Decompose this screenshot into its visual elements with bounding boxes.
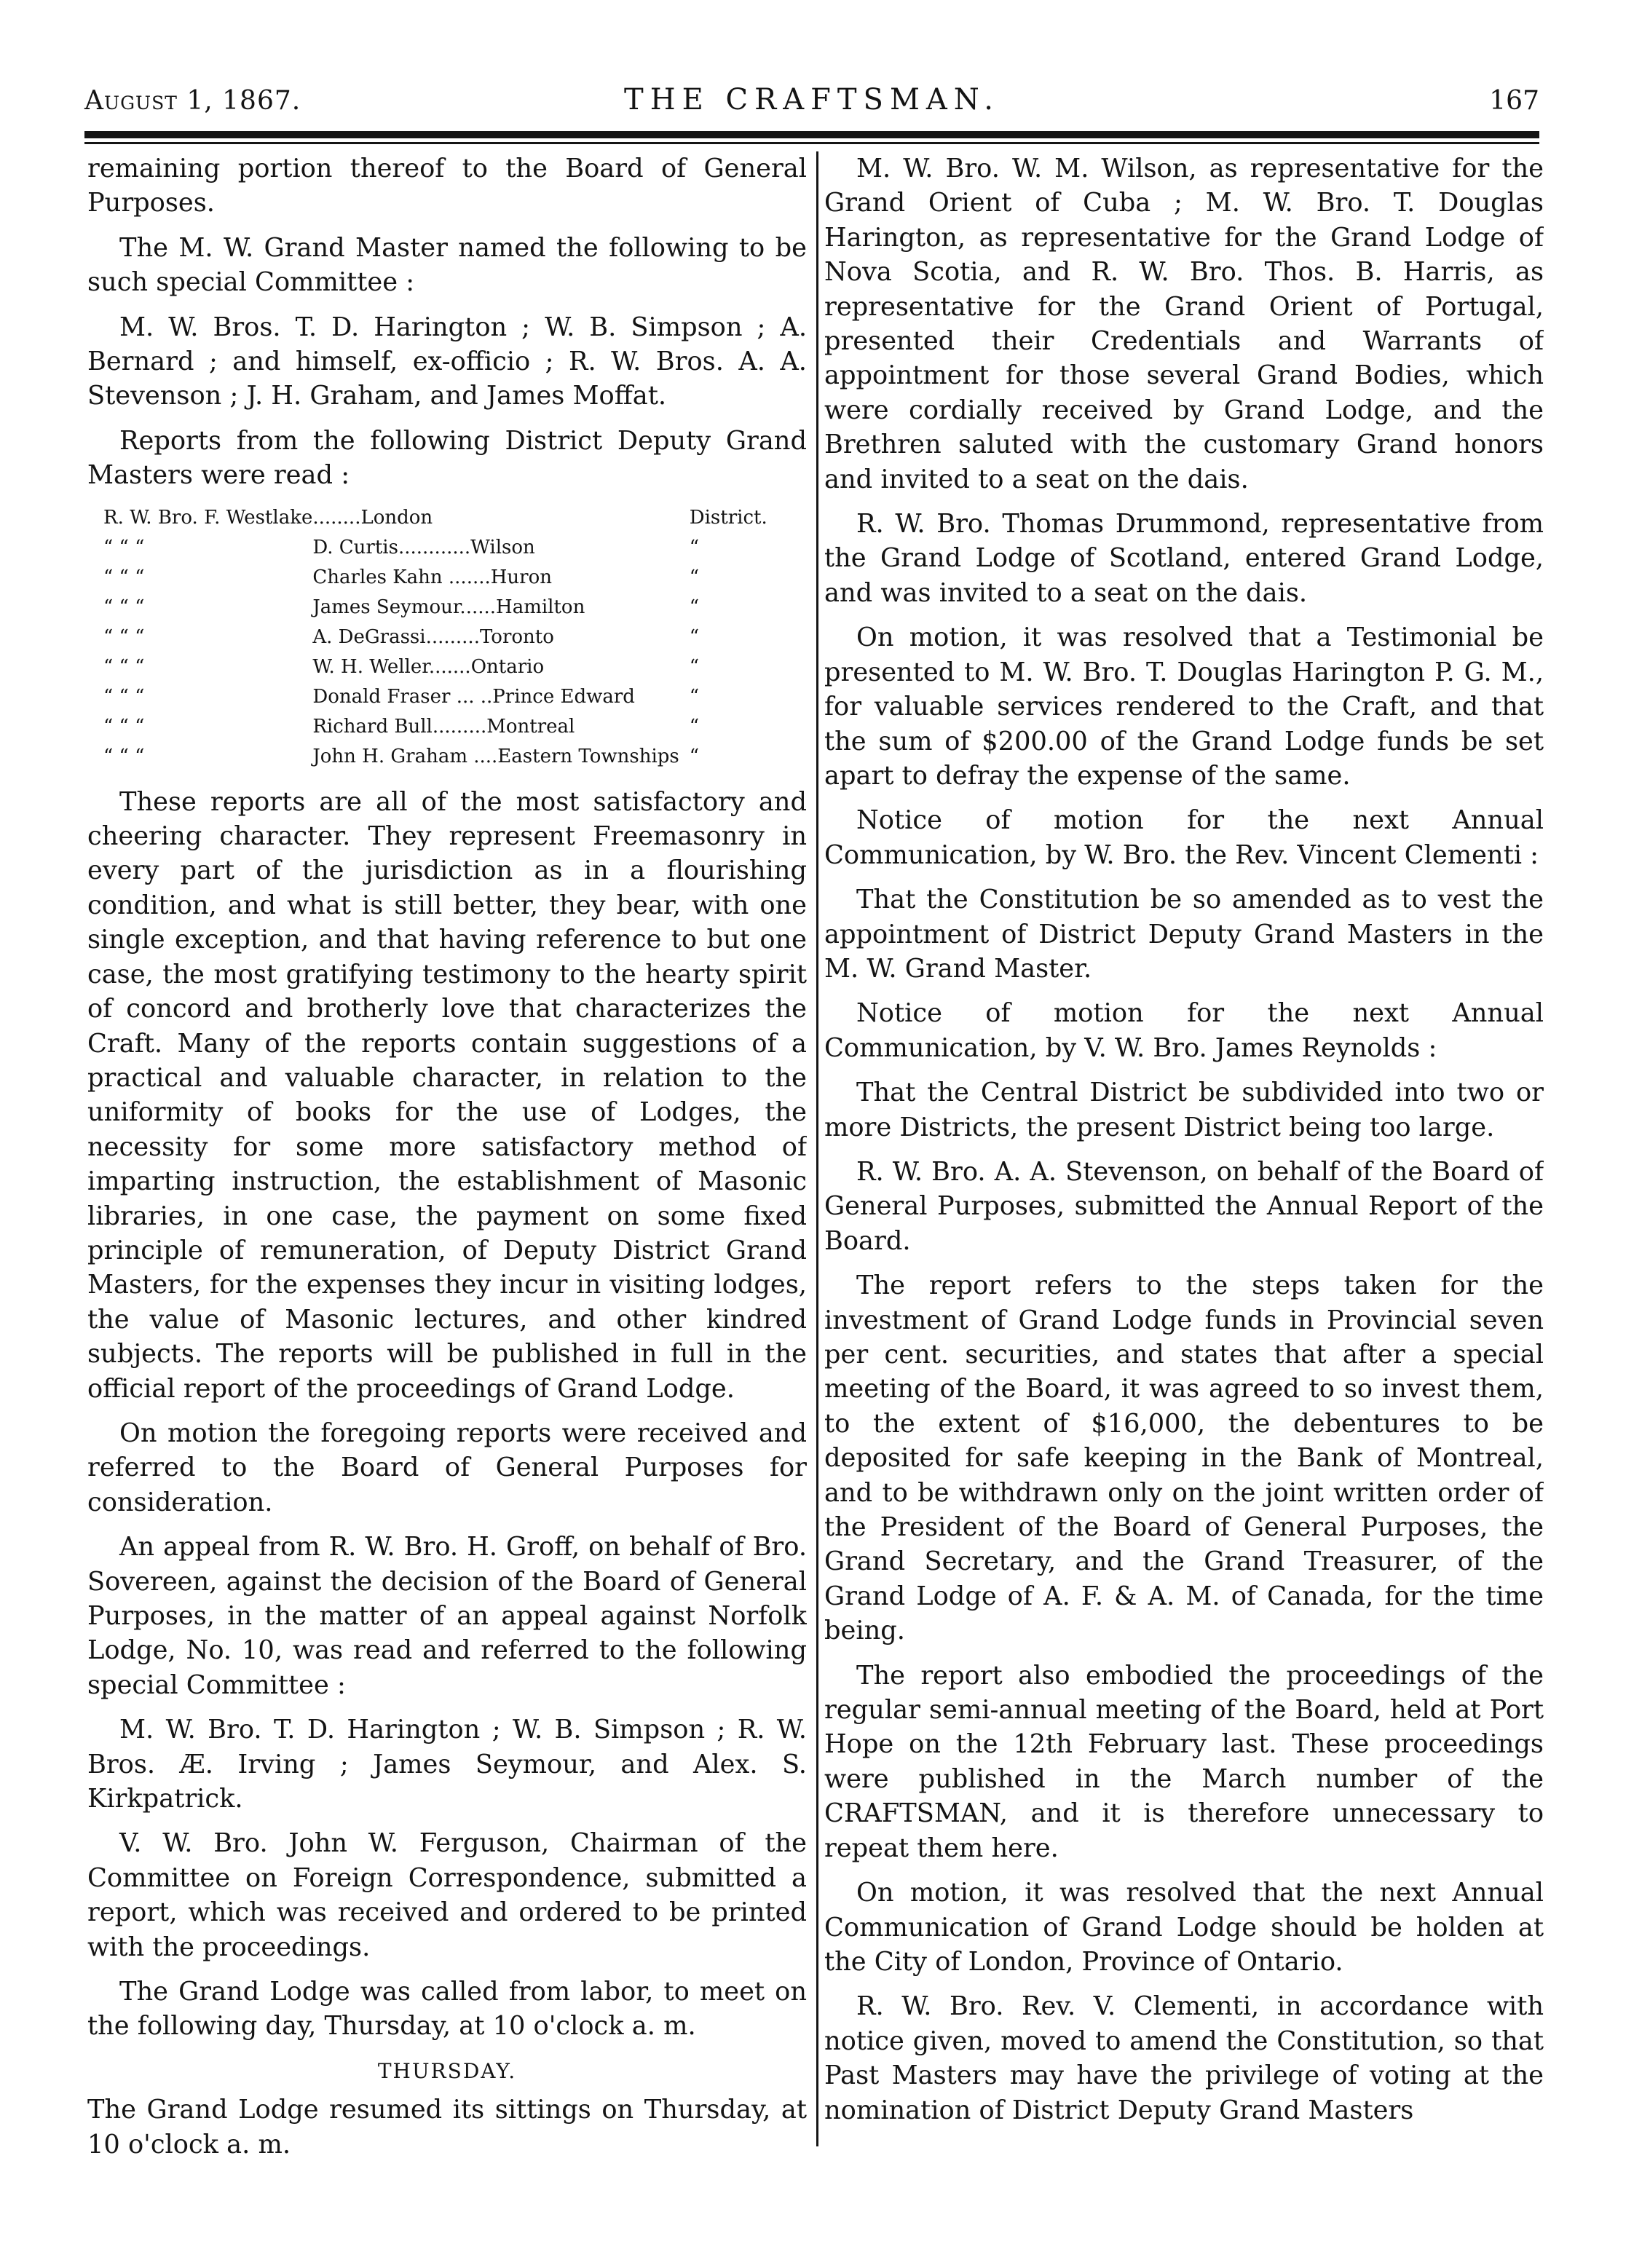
report-suffix: “: [689, 625, 700, 648]
report-title: “ “ “: [103, 566, 145, 588]
paragraph: R. W. Bro. A. A. Stevenson, on behalf of the Board of General Purposes, submitted the Annual Report of the Board.: [824, 1156, 1544, 1256]
paragraph: M. W. Bros. T. D. Harington ; W. B. Simpson ; A. Bernard ; and himself, ex-officio ; R. W. Bros. A. A. Stevenson ; J. H. Graham, and James Moffat.: [87, 312, 807, 411]
table-row: [87, 503, 807, 533]
table-row: [87, 682, 807, 712]
table-row: [87, 593, 807, 623]
paragraph: The Grand Lodge was called from labor, to meet on the following day, Thursday, at 10 o'clock a. m.: [87, 1977, 807, 2042]
paragraph: The M. W. Grand Master named the following to be such special Committee :: [87, 232, 807, 298]
table-row: [87, 533, 807, 563]
table-row: [87, 623, 807, 652]
left-column: [87, 151, 807, 2161]
report-suffix: “: [689, 536, 700, 558]
masthead-title: THE CRAFTSMAN.: [624, 83, 1000, 116]
report-suffix: “: [689, 596, 700, 618]
district-reports-table: [87, 503, 807, 772]
page-number: 167: [1489, 86, 1539, 116]
report-title: “ “ “: [103, 596, 145, 618]
report-name-district: Charles Kahn .......Huron: [312, 566, 552, 588]
report-suffix: District.: [689, 506, 767, 529]
paragraph: On motion, it was resolved that the next Annual Communication of Grand Lodge should be holden at the City of London, Province of Ontario.: [824, 1878, 1544, 1977]
paragraph: Reports from the following District Deputy Grand Masters were read :: [87, 425, 807, 491]
report-title: “ “ “: [103, 685, 145, 708]
report-name-district: Richard Bull.........Montreal: [312, 715, 575, 738]
table-row: [87, 563, 807, 593]
paragraph: The report refers to the steps taken for the investment of Grand Lodge funds in Provincial seven per cent. securities, and states that after a special meeting of the Board, it was agreed to so invest them, to the extent of $16,000, the debentures to be deposited for safe keeping in the Bank of Montreal, and to be withdrawn only on the joint written order of the President of the Board of General Purposes, the Grand Secretary, and the Grand Treasurer, of the Grand Lodge of A. F. & A. M. of Canada, for the time being.: [824, 1271, 1544, 1646]
report-name-district: W. H. Weller.......Ontario: [312, 655, 545, 678]
report-title: “ “ “: [103, 655, 145, 678]
table-row: [87, 712, 807, 742]
report-title: “ “ “: [103, 536, 145, 558]
paragraph: An appeal from R. W. Bro. H. Groff, on behalf of Bro. Sovereen, against the decision of the Board of General Purposes, in the matter of an appeal against Norfolk Lodge, No. 10, was read and referred to the following special Committee :: [87, 1532, 807, 1700]
header-rule-thick: [84, 131, 1539, 138]
report-name-district: ........London: [312, 506, 433, 529]
paragraph: Notice of motion for the next Annual Communication, by V. W. Bro. James Reynolds :: [824, 998, 1544, 1063]
issue-date: August 1, 1867.: [84, 86, 301, 116]
paragraph: The Grand Lodge resumed its sittings on Thursday, at 10 o'clock a. m.: [87, 2095, 807, 2160]
report-suffix: “: [689, 566, 700, 588]
column-divider: [816, 151, 818, 2146]
page-header: [84, 73, 1539, 124]
report-title: “ “ “: [103, 625, 145, 648]
table-row: [87, 652, 807, 682]
report-suffix: “: [689, 715, 700, 738]
paragraph: R. W. Bro. Rev. V. Clementi, in accordance with notice given, moved to amend the Constitution, so that Past Masters may have the privilege of voting at the nomination of District Deputy Grand Masters: [824, 1991, 1544, 2125]
paragraph: R. W. Bro. Thomas Drummond, representative from the Grand Lodge of Scotland, entered Grand Lodge, and was invited to a seat on the dais.: [824, 509, 1544, 608]
paragraph: On motion the foregoing reports were received and referred to the Board of General Purposes for consideration.: [87, 1418, 807, 1517]
paragraph: That the Constitution be so amended as to vest the appointment of District Deputy Grand Masters in the M. W. Grand Master.: [824, 885, 1544, 984]
paragraph: remaining portion thereof to the Board of General Purposes.: [87, 154, 807, 218]
report-name-district: Donald Fraser ... ..Prince Edward: [312, 685, 635, 708]
paragraph: On motion, it was resolved that a Testimonial be presented to M. W. Bro. T. Douglas Harington P. G. M., for valuable services rendered to the Craft, and that the sum of $200.00 of the Grand Lodge funds be set apart to defray the expense of the same.: [824, 623, 1544, 791]
paragraph: The report also embodied the proceedings of the regular semi-annual meeting of the Board, held at Port Hope on the 12th February last. These proceedings were published in the March number of the CRAFTSMAN, and it is therefore unnecessary to repeat them here.: [824, 1660, 1544, 1863]
table-row: [87, 742, 807, 772]
report-title: “ “ “: [103, 745, 145, 767]
report-name-district: John H. Graham ....Eastern Townships: [312, 745, 679, 767]
report-suffix: “: [689, 745, 700, 767]
section-heading: THURSDAY.: [377, 2058, 517, 2083]
paragraph: M. W. Bro. W. M. Wilson, as representative for the Grand Orient of Cuba ; M. W. Bro. T. Douglas Harington, as representative for the Grand Lodge of Nova Scotia, and R. W. Bro. Thos. B. Harris, as representative for the Grand Orient of Portugal, presented their Credentials and Warrants of appointment for those several Grand Bodies, which were cordially received by Grand Lodge, and the Brethren saluted with the customary Grand honors and invited to a seat on the dais.: [824, 154, 1544, 494]
paragraph: V. W. Bro. John W. Ferguson, Chairman of the Committee on Foreign Correspondence, submitted a report, which was received and ordered to be printed with the proceedings.: [87, 1828, 807, 1962]
report-name-district: A. DeGrassi.........Toronto: [312, 625, 554, 648]
paragraph: That the Central District be subdivided into two or more Districts, the present District being too large.: [824, 1078, 1544, 1142]
paragraph: M. W. Bro. T. D. Harington ; W. B. Simpson ; R. W. Bros. Æ. Irving ; James Seymour, and Alex. S. Kirkpatrick.: [87, 1715, 807, 1814]
right-column: [824, 151, 1544, 2161]
report-suffix: “: [689, 685, 700, 708]
header-rule-thin: [84, 142, 1539, 144]
paragraph: These reports are all of the most satisfactory and cheering character. They represent Freemasonry in every part of the jurisdiction as in a flourishing condition, and what is still better, they bear, with one single exception, and that having reference to but one case, the most gratifying testimony to the hearty spirit of concord and brotherly love that characterizes the Craft. Many of the reports contain suggestions of a practical and valuable character, in relation to the uniformity of books for the use of Lodges, the necessity for some more satisfactory method of imparting instruction, the establishment of Masonic libraries, in one case, the payment on some fixed principle of remuneration, of Deputy District Grand Masters, for the expenses they incur in visiting lodges, the value of Masonic lectures, and other kindred subjects. The reports will be published in full in the official report of the proceedings of Grand Lodge.: [87, 786, 807, 1404]
report-title: “ “ “: [103, 715, 145, 738]
report-name-district: James Seymour......Hamilton: [312, 596, 585, 618]
report-title: R. W. Bro. F. Westlake: [103, 506, 313, 529]
report-name-district: D. Curtis............Wilson: [312, 536, 535, 558]
report-suffix: “: [689, 655, 700, 678]
paragraph: Notice of motion for the next Annual Communication, by W. Bro. the Rev. Vincent Clementi :: [824, 805, 1544, 870]
